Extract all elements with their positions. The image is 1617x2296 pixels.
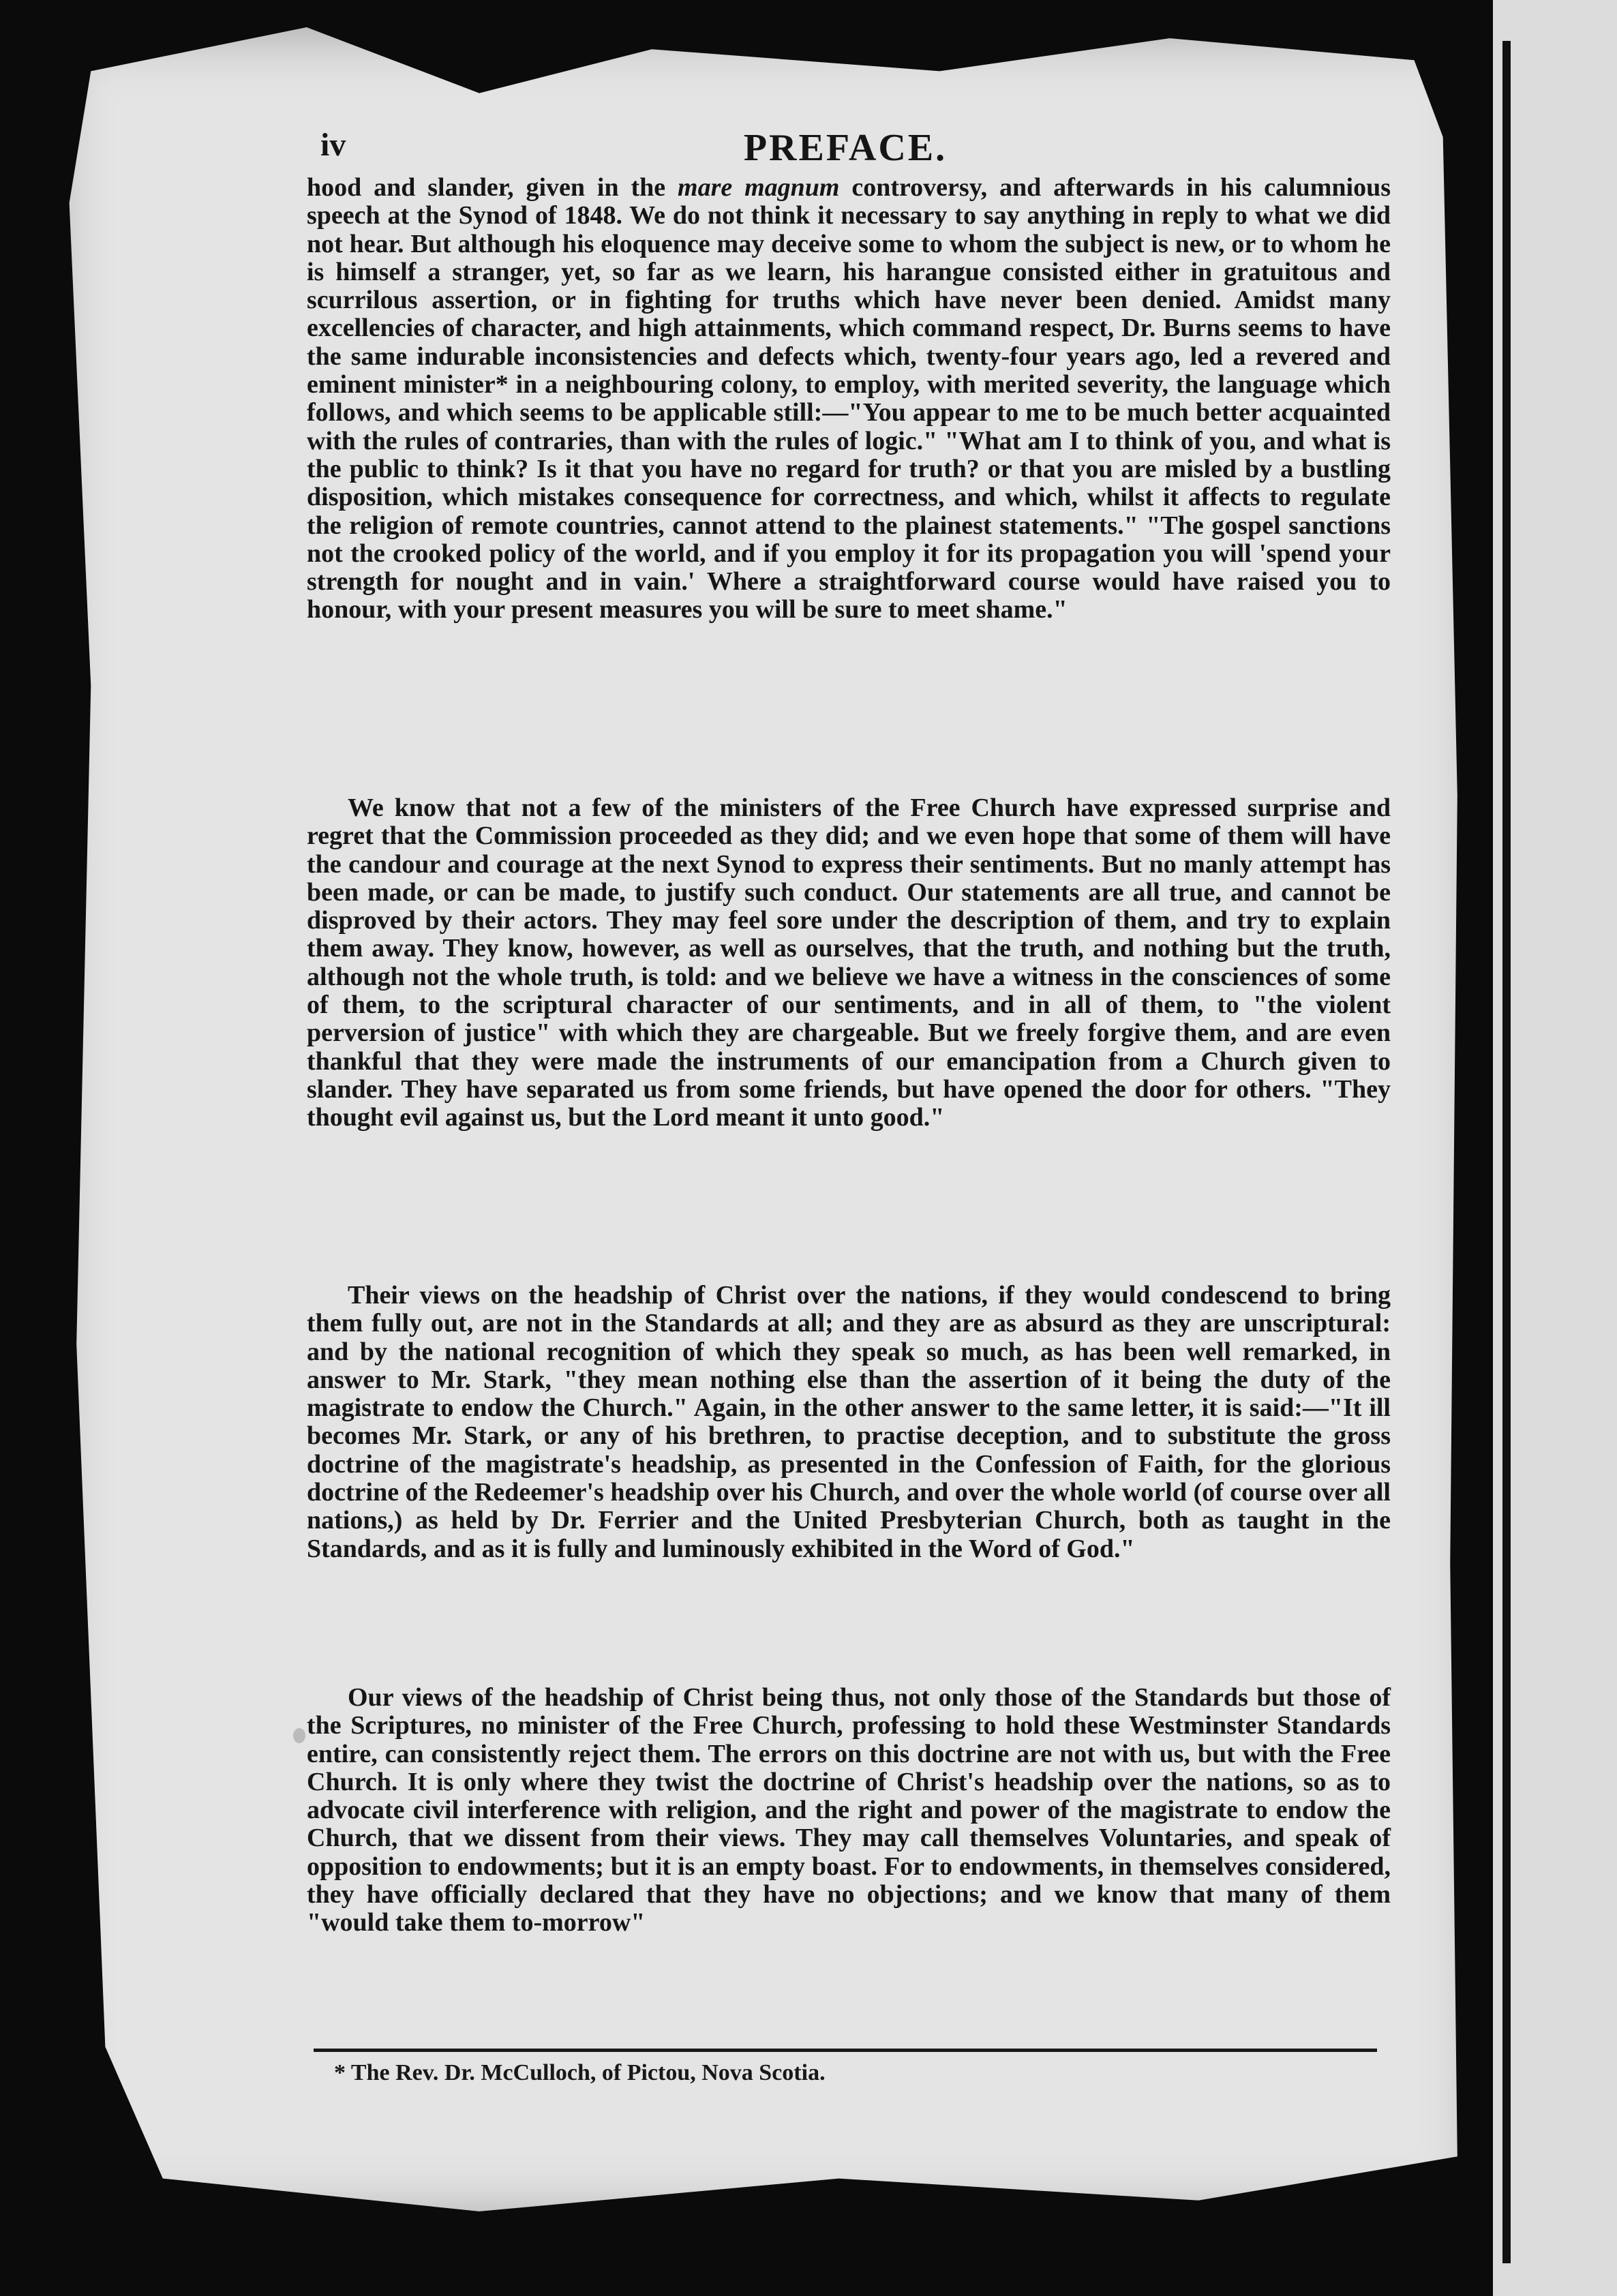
paragraph-text: We know that not a few of the ministers of the Free Church have expressed surprise and regret that the Commission proceeded as they did; and we even hope that some of them will have the candour and courage at the next Synod to express their sentiments. But no manly attempt has been made, or can be made, to justify such conduct. Our statements are all true, and cannot be disproved by their actors. They may feel sore under the description of them, and try to explain them away. They know, however, as well as ourselves, that the truth, and nothing but the truth, although not the whole truth, is told: and we believe we have a witness in the consciences of some of them, to the scriptural character of our sentiments, and in all of them, to "the violent perversion of justice" with which they are chargeable. But we freely forgive them, and are even thankful that they were made the instruments of our emancipation from a Church given to slander. They have separated us from some friends, but have opened the door for others. "They thought evil against us, but the Lord meant it unto good." [307,794,1391,1132]
paragraph-3 [307,1282,1391,1563]
page-title: PREFACE. [743,127,948,169]
paragraph-text: Their views on the headship of Christ over the nations, if they would condescend to bring them fully out, are not in the Standards at all; and they are as absurd as they are unscriptural: and by the national recognition of which they speak so much, as has been well remarked, in answer to Mr. Stark, "they mean nothing else than the assertion of it being the duty of the magistrate to endow the Church." Again, in the other answer to the same letter, it is said:—"It ill becomes Mr. Stark, or any of his brethren, to practise deception, and to substitute the gross doctrine of the magistrate's headship, as presented in the Confession of Faith, for the glorious doctrine of the Redeemer's headship over his Church, and over the whole world (of course over all nations,) as held by Dr. Ferrier and the United Presbyterian Church, both as taught in the Standards, and as it is fully and luminously exhibited in the Word of God." [307,1281,1391,1563]
ink-spot [293,1728,305,1743]
paragraph-text: Our views of the headship of Christ being thus, not only those of the Standards but those of the Scriptures, no minister of the Free Church, professing to hold these Westminster Standards entire, can consistently reject them. The errors on this doctrine are not with us, but with the Free Church. It is only where they twist the doctrine of Christ's headship over the nations, so as to advocate civil interference with religion, and the right and power of the magistrate to endow the Church, that we dissent from their views. They may call themselves Voluntaries, and speak of opposition to endowments; but it is an empty boast. For to endowments, in themselves considered, they have officially declared that they have no objections; and we know that many of them "would take them to-morrow" [307,1683,1391,1937]
paragraph-text: hood and slander, given in the mare magnum controversy, and afterwards in his calumnious speech at the Synod of 1848. We do not think it necessary to say anything in reply to what we did not hear. But although his eloquence may deceive some to whom the subject is new, or to whom he is himself a stranger, yet, so far as we learn, his harangue consisted either in gratuitous and scurrilous assertion, or in fighting for truths which have never been denied. Amidst many excellencies of character, and high attainments, which command respect, Dr. Burns seems to have the same indurable inconsistencies and defects which, twenty-four years ago, led a revered and eminent minister* in a neighbouring colony, to employ, with merited severity, the language which follows, and which seems to be applicable still:—"You appear to me to be much better acquainted with the rules of contraries, than with the rules of logic." "What am I to think of you, and what is the public to think? Is it that you have no regard for truth? or that you are misled by a bustling disposition, which mistakes consequence for correctness, and which, whilst it affects to regulate the religion of remote countries, cannot attend to the plainest statements." "The gospel sanctions not the crooked policy of the world, and if you employ it for its propagation you will 'spend your strength for nought and in vain.' Where a straightforward course would have raised you to honour, with your present measures you will be sure to meet shame." [307,173,1391,624]
footnote: * The Rev. Dr. McCulloch, of Pictou, Nova Scotia. [334,2060,826,2085]
running-header [320,126,1370,174]
paragraph-2 [307,794,1391,1132]
paragraph-1 [307,174,1391,624]
page-number: iv [320,127,346,163]
page-gutter-rule [1502,41,1511,2263]
adjacent-page-edge [1493,0,1617,2296]
footnote-divider [314,2049,1377,2052]
paragraph-4 [307,1684,1391,1937]
emphasis-phrase: mare magnum [678,173,840,202]
